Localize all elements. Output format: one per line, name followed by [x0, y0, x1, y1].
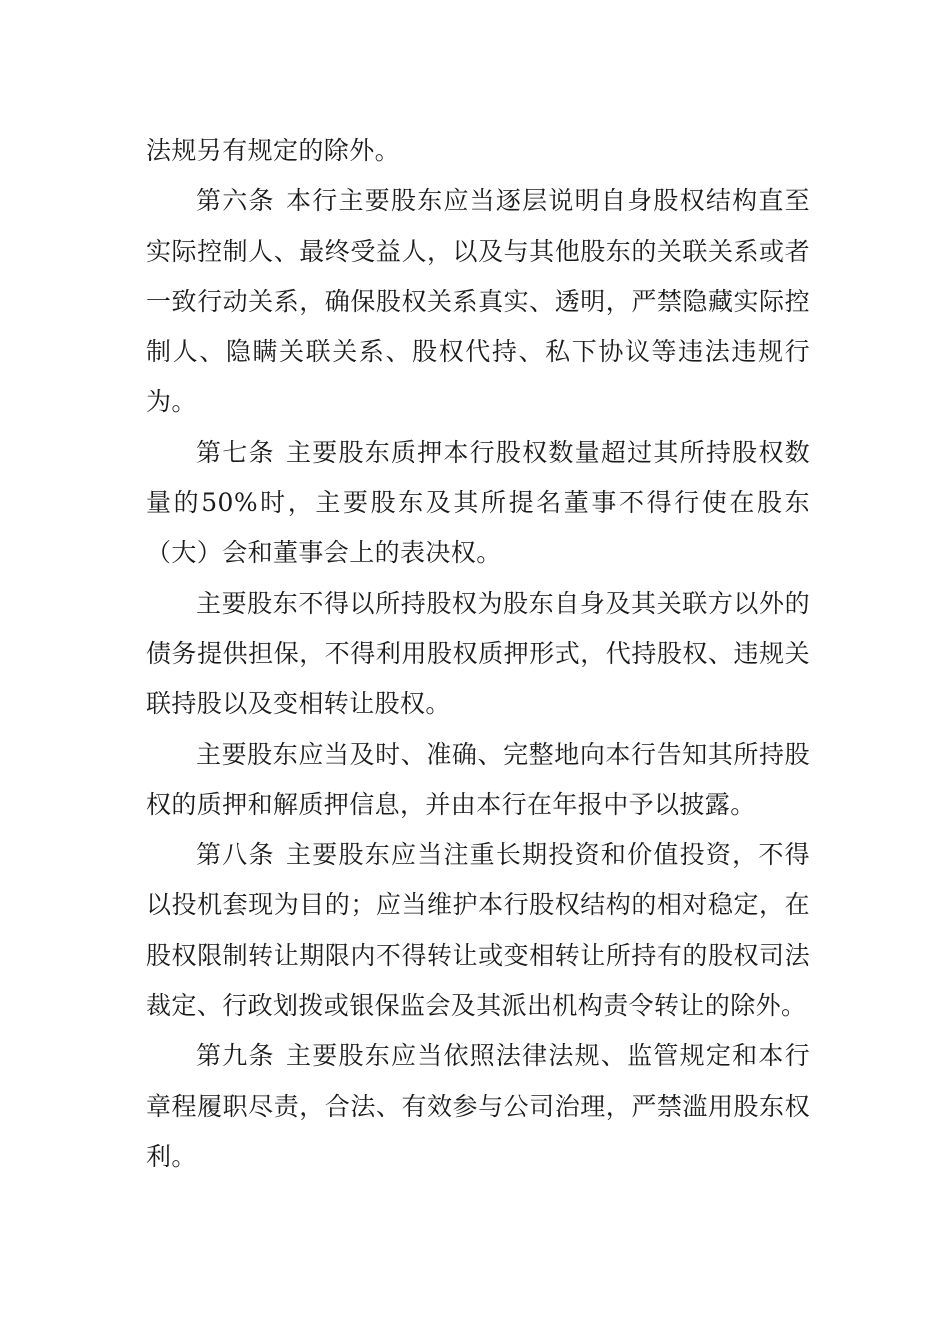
article-9 — [146, 1031, 810, 1182]
article-8 — [146, 830, 810, 1031]
article-number: 第六条 — [196, 186, 275, 216]
paragraph-text: 主要股东应当依照法律法规、监管规定和本行章程履职尽责，合法、有效参与公司治理，严禁滥用股东权利。 — [146, 1041, 810, 1171]
article-number: 第七条 — [196, 437, 275, 467]
article-7 — [146, 428, 810, 579]
paragraph-text: 主要股东应当及时、准确、完整地向本行告知其所持股权的质押和解质押信息，并由本行在年报中予以披露。 — [146, 739, 810, 819]
paragraph-text: 法规另有规定的除外。 — [146, 136, 401, 165]
paragraph-text: 主要股东不得以所持股权为股东自身及其关联方以外的债务提供担保，不得利用股权质押形式，代持股权、违规关联持股以及变相转让股权。 — [146, 588, 810, 719]
article-number: 第九条 — [196, 1041, 275, 1071]
document-body — [146, 126, 810, 1182]
article-7-clause-2 — [146, 579, 810, 730]
article-number: 第八条 — [196, 840, 275, 870]
paragraph-text: 主要股东质押本行股权数量超过其所持股权数量的50%时，主要股东及其所提名董事不得行使在股东（大）会和董事会上的表决权。 — [146, 437, 810, 568]
paragraph-continuation — [146, 126, 810, 176]
article-6 — [146, 176, 810, 427]
paragraph-text: 主要股东应当注重长期投资和价值投资，不得以投机套现为目的；应当维护本行股权结构的相对稳定，在股权限制转让期限内不得转让或变相转让所持有的股权司法裁定、行政划拨或银保监会及其派出机构责令转让的除外。 — [146, 840, 810, 1021]
paragraph-text: 本行主要股东应当逐层说明自身股权结构直至实际控制人、最终受益人，以及与其他股东的关联关系或者一致行动关系，确保股权关系真实、透明，严禁隐藏实际控制人、隐瞒关联关系、股权代持、私下协议等违法违规行为。 — [146, 186, 810, 417]
article-7-clause-3 — [146, 730, 810, 831]
